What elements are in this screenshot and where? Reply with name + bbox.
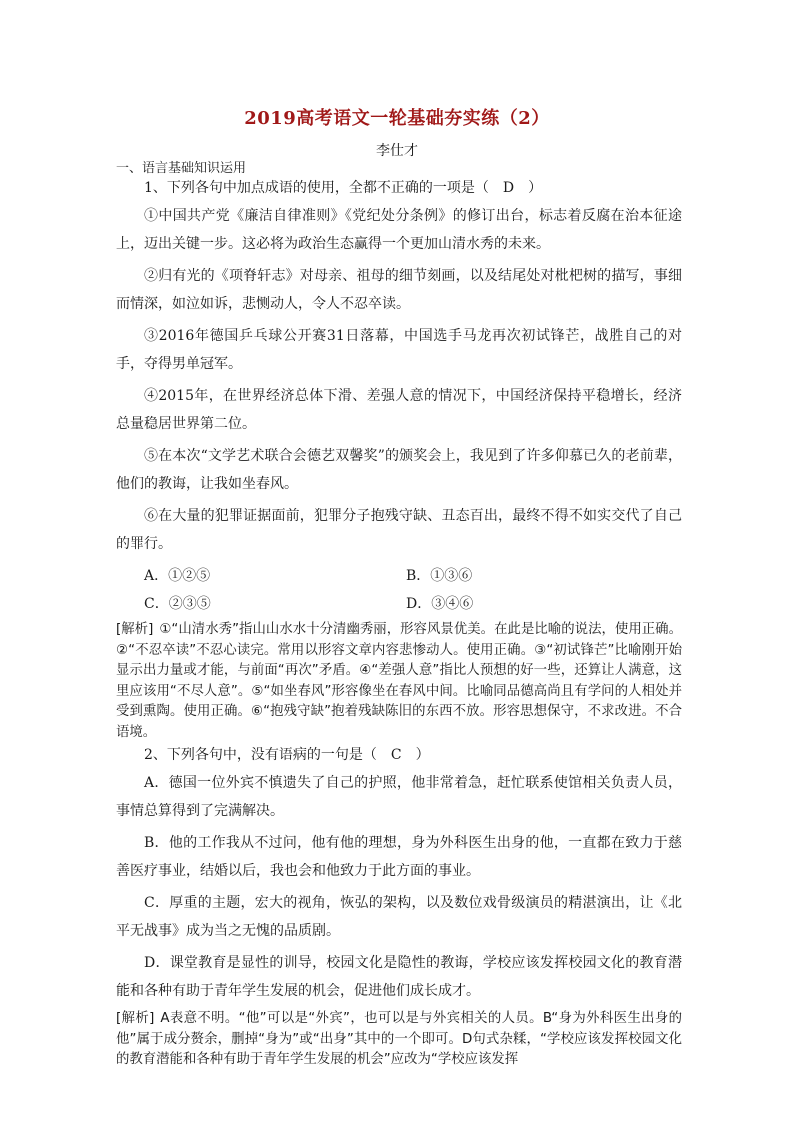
question-2-option: B．他的工作我从不过问，他有他的理想，身为外科医生出身的他，一直都在致力于慈善医疗事业，结婚以后，我也会和他致力于此方面的事业。 <box>116 835 682 879</box>
question-2-option: D．课堂教育是显性的训导，校园文化是隐性的教诲，学校应该发挥校园文化的教育潜能和各种有助于青年学生发展的机会，促进他们成长成才。 <box>116 955 682 999</box>
option-a: A．①②⑤ <box>144 568 211 584</box>
question-1-options <box>116 562 682 618</box>
analysis-text: A表意不明。“他”可以是“外宾”，也可以是与外宾相关的人员。B“身为外科医生出身的他”属于成分赘余，删掉“身为”或“出身”其中的一个即可。D句式杂糅，“学校应该发挥校园文化的教育潜能和各种有助于青年学生发展的机会”应改为“学校应该发挥 <box>116 1011 682 1067</box>
question-2-analysis <box>116 1009 682 1071</box>
question-1-item: ③2016年德国乒乓球公开赛31日落幕，中国选手马龙再次初试锋芒，战胜自己的对手，夺得男单冠军。 <box>116 328 682 372</box>
analysis-tag: [解析] <box>116 622 154 637</box>
document-body <box>116 160 682 1073</box>
option-d: D．③④⑥ <box>406 596 474 612</box>
option-b: B．①③⑥ <box>406 568 473 584</box>
question-1-analysis <box>116 620 682 743</box>
question-2-stem: 2、下列各句中，没有语病的一句是（ C ） <box>144 747 430 763</box>
question-1-item: ②归有光的《项脊轩志》对母亲、祖母的细节刻画，以及结尾处对枇杷树的描写，事细而情深，如泣如诉，悲恻动人，令人不忍卒读。 <box>116 268 682 312</box>
analysis-text: ①“山清水秀”指山山水水十分清幽秀丽，形容风景优美。在此是比喻的说法，使用正确。②“不忍卒读”不忍心读完。常用以形容文章内容悲惨动人。使用正确。③“初试锋芒”比喻刚开始显示出力量或才能，与前面“再次”矛盾。④“差强人意”指比人预想的好一些，还算让人满意，这里应该用“不尽人意”。⑤“如坐春风”形容像坐在春风中间。比喻同品德高尚且有学问的人相处并受到熏陶。使用正确。⑥“抱残守缺”抱着残缺陈旧的东西不放。形容思想保守，不求改进。不合语境。 <box>116 622 682 740</box>
section-heading: 一、语言基础知识运用 <box>116 161 247 176</box>
analysis-tag: [解析] <box>116 1011 155 1026</box>
question-1-stem: 1、下列各句中加点成语的使用，全都不正确的一项是（ D ） <box>144 180 543 196</box>
author-name: 李仕才 <box>376 143 418 159</box>
question-2-option: C．厚重的主题，宏大的视角，恢弘的架构，以及数位戏骨级演员的精湛演出，让《北平无战事》成为当之无愧的品质剧。 <box>116 895 682 939</box>
option-c: C．②③⑤ <box>144 596 211 612</box>
question-1-item: ⑥在大量的犯罪证据面前，犯罪分子抱残守缺、丑态百出，最终不得不如实交代了自己的罪行。 <box>116 508 682 552</box>
question-1-item: ④2015年，在世界经济总体下滑、差强人意的情况下，中国经济保持平稳增长，经济总量稳居世界第二位。 <box>116 388 682 432</box>
question-1-item: ⑤在本次“文学艺术联合会德艺双馨奖”的颁奖会上，我见到了许多仰慕已久的老前辈，他们的教诲，让我如坐春风。 <box>116 448 682 492</box>
question-1-item: ①中国共产党《廉洁自律准则》《党纪处分条例》的修订出台，标志着反腐在治本征途上，迈出关键一步。这必将为政治生态赢得一个更加山清水秀的未来。 <box>116 208 682 252</box>
page-title: 2019高考语文一轮基础夯实练（2） <box>244 108 550 129</box>
question-2-option: A．德国一位外宾不慎遗失了自己的护照，他非常着急，赶忙联系使馆相关负责人员，事情总算得到了完满解决。 <box>116 775 682 819</box>
